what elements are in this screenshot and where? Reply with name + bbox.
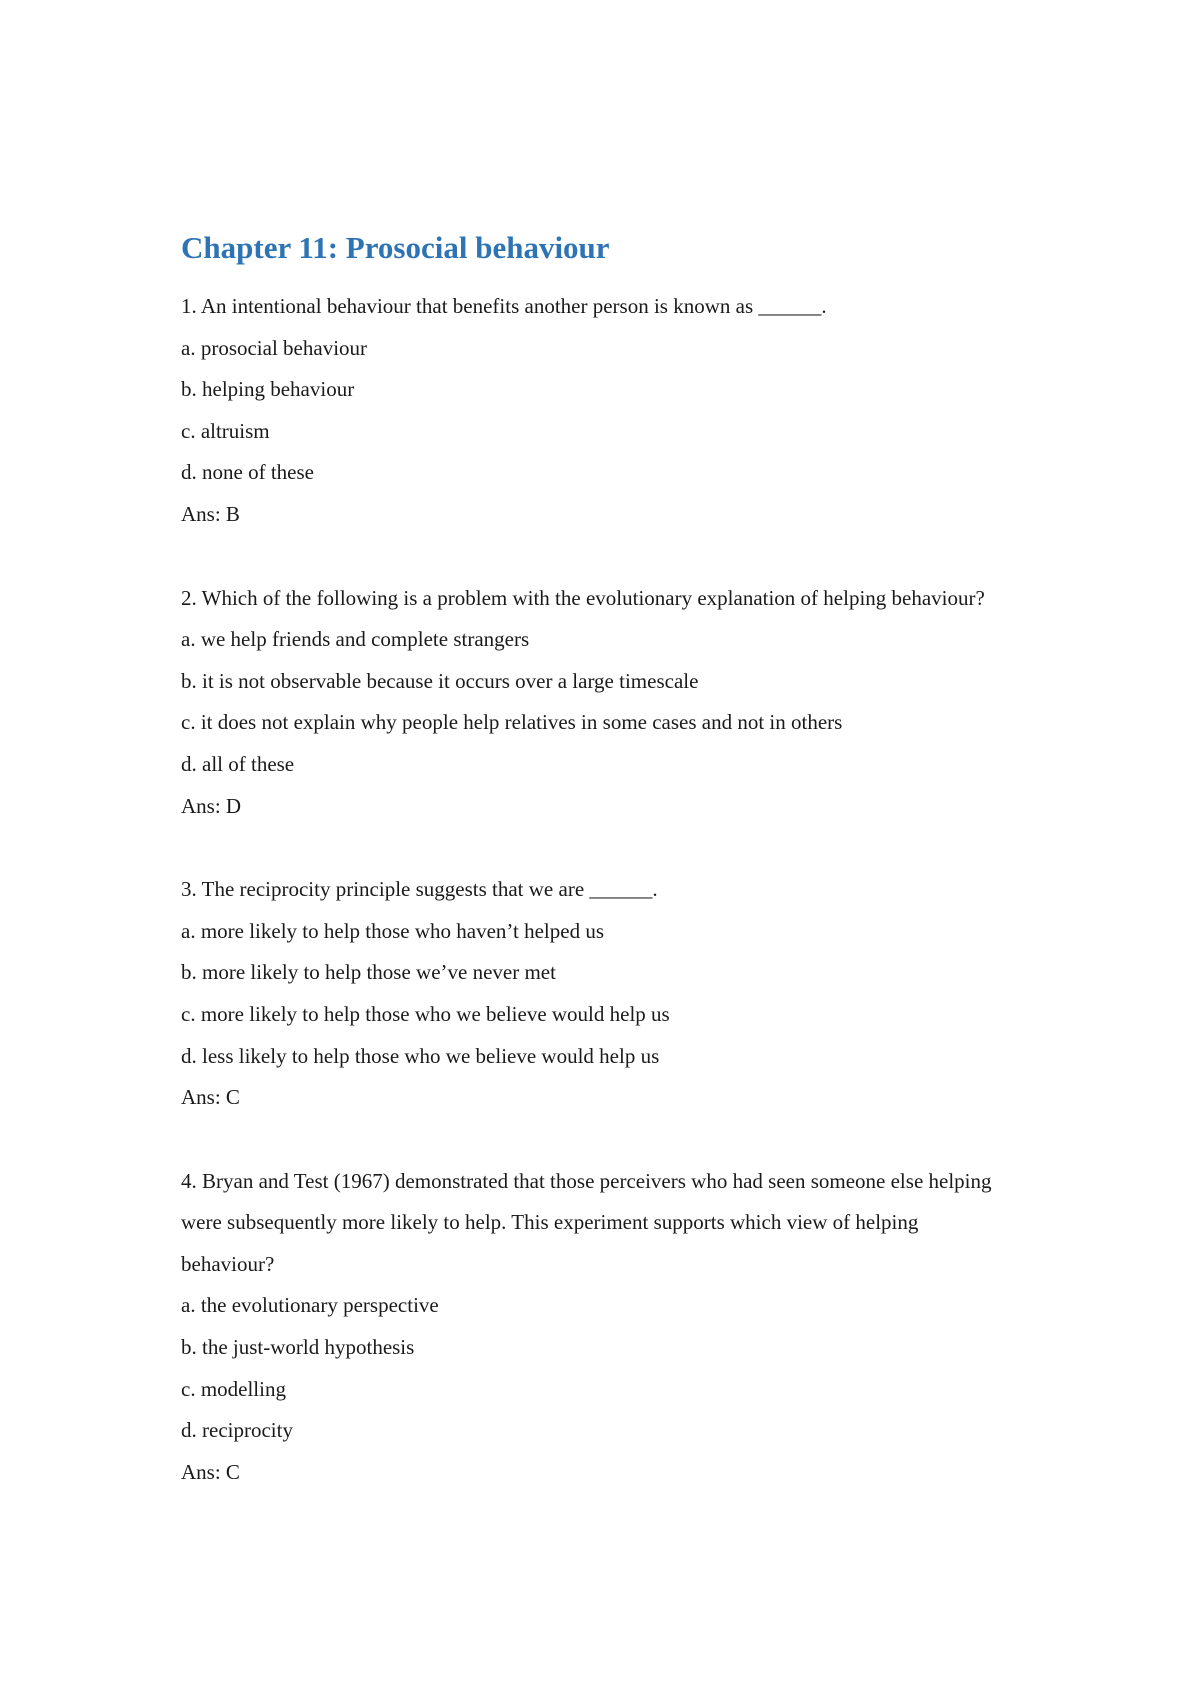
option-a: a. prosocial behaviour xyxy=(181,335,368,360)
option-a: a. the evolutionary perspective xyxy=(181,1293,439,1318)
question-stem: 3. The reciprocity principle suggests that we are ______. xyxy=(181,877,658,902)
option-c: c. modelling xyxy=(181,1376,286,1401)
chapter-title: Chapter 11: Prosocial behaviour xyxy=(181,230,610,265)
option-b: b. it is not observable because it occurs over a large timescale xyxy=(181,668,699,693)
option-d: d. none of these xyxy=(181,460,314,485)
question-stem: 1. An intentional behaviour that benefits another person is known as ______. xyxy=(181,294,827,318)
answer: Ans: B xyxy=(181,501,240,526)
option-a: a. we help friends and complete strangers xyxy=(181,627,530,652)
option-d: d. all of these xyxy=(181,751,295,776)
answer: Ans: C xyxy=(181,1459,240,1484)
option-a: a. more likely to help those who haven’t helped us xyxy=(181,918,605,943)
answer: Ans: C xyxy=(181,1085,240,1110)
question-3 xyxy=(181,869,1011,1119)
question-4 xyxy=(181,1161,1011,1494)
option-b: b. the just-world hypothesis xyxy=(181,1335,415,1360)
option-b: b. helping behaviour xyxy=(181,377,355,402)
option-c: c. altruism xyxy=(181,418,270,443)
question-1 xyxy=(181,286,1011,536)
option-c: c. it does not explain why people help relatives in some cases and not in others xyxy=(181,710,843,735)
answer: Ans: D xyxy=(181,793,242,818)
option-c: c. more likely to help those who we believe would help us xyxy=(181,1001,670,1026)
question-stem: 2. Which of the following is a problem with the evolutionary explanation of helping behaviour? xyxy=(181,585,985,610)
question-stem: 4. Bryan and Test (1967) demonstrated that those perceivers who had seen someone else helping were subsequently more likely to help. This experiment supports which view of helping behaviour? xyxy=(181,1168,992,1276)
document-page xyxy=(181,222,1011,1535)
option-d: d. reciprocity xyxy=(181,1418,293,1443)
option-d: d. less likely to help those who we believe would help us xyxy=(181,1043,660,1068)
question-2 xyxy=(181,578,1011,828)
option-b: b. more likely to help those we’ve never met xyxy=(181,960,556,985)
